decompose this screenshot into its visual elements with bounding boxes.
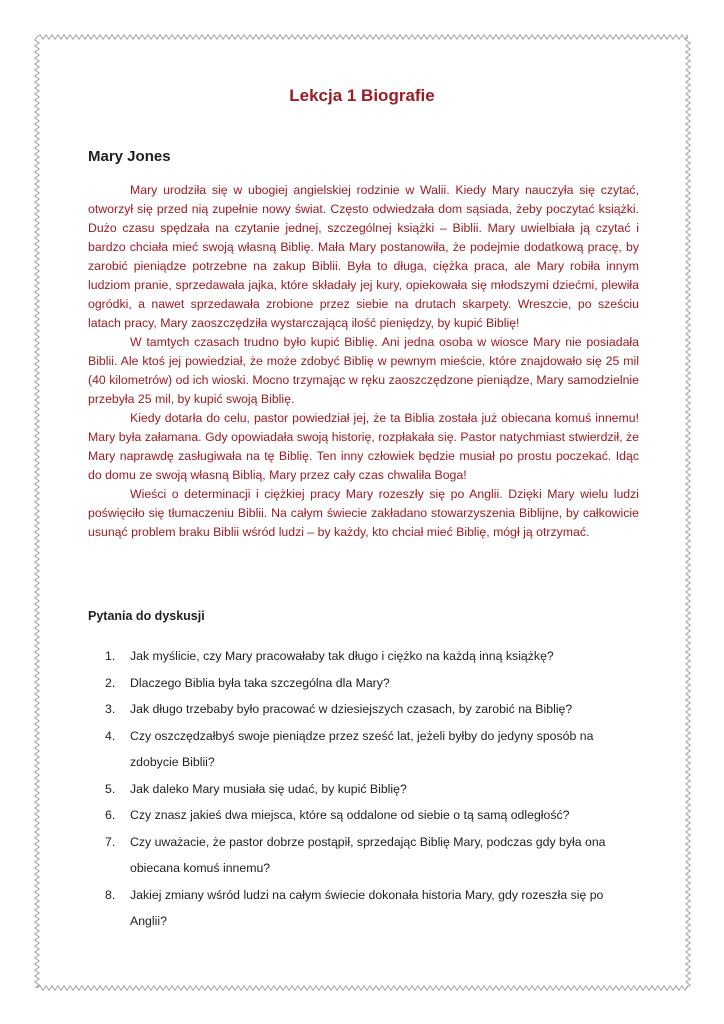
question-number: 7. [105,834,116,849]
story-paragraph: Kiedy dotarła do celu, pastor powiedział jej, że ta Biblia została już obiecana komuś innemu! Mary była załamana. Gdy opowiadała swoją historię, rozpłakała się. Pastor natychmiast stwierdził, że Mary naprawdę zasługiwała na tę Biblię. Ten inny człowiek będzie musiał po prostu poczekać. Idąc do domu ze swoją własną Biblią, Mary przez cały czas chwaliła Boga! [88,411,639,482]
story-text [88,181,639,542]
story-paragraph: Mary urodziła się w ubogiej angielskiej rodzinie w Walii. Kiedy Mary nauczyła się czytać, otworzył się przed nią zupełnie nowy świat. Często odwiedzała dom sąsiada, żeby poczytać książki. Dużo czasu spędzała na czytanie jednej, szczególnej książki – Biblii. Mary uwielbiała ją czytać i bardzo chciała mieć swoją własną Biblię. Mała Mary postanowiła, że podejmie dodatkową pracę, by zarobić pieniądze potrzebne na zakup Biblii. Była to długa, ciężka praca, ale Mary robiła innym ludziom pranie, sprzedawała jajka, które składały jej kury, opiekowała się młodszymi dziećmi, plewiła ogródki, a nawet sprzedawała zrobione przez siebie na drutach skarpety. Wreszcie, po sześciu latach pracy, Mary zaoszczędziła wystarczającą ilość pieniędzy, by kupić Biblię! [88,183,639,330]
question-text: Jakiej zmiany wśród ludzi na całym świecie dokonała historia Mary, gdy rozeszła się po Anglii? [130,887,604,928]
question-text: Jak myślicie, czy Mary pracowałaby tak długo i ciężko na każdą inną książkę? [130,649,554,663]
question-number: 2. [105,675,116,690]
page-title: Lekcja 1 Biografie [289,86,435,105]
question-text: Jak daleko Mary musiała się udać, by kupić Biblię? [130,781,407,796]
question-item [88,802,639,829]
question-text: Jak długo trzebaby było pracować w dziesiejszych czasach, by zarobić na Biblię? [130,702,573,716]
story-paragraph: W tamtych czasach trudno było kupić Biblię. Ani jedna osoba w wiosce Mary nie posiadała Biblii. Ale ktoś jej powiedział, że może zdobyć Biblię w pewnym mieście, które znajdowało się 25 mil (40 kilometrów) od ich wioski. Mocno trzymając w ręku zaoszczędzone pieniądze, Mary samodzielnie przebyła 25 mil, by kupić swoją Biblię. [88,335,639,406]
question-item [88,643,639,670]
question-item [88,723,639,776]
question-text: Czy znasz jakieś dwa miejsca, które są oddalone od siebie o tą samą odległość? [130,808,570,822]
question-text: Czy uważacie, że pastor dobrze postąpił, sprzedając Biblię Mary, podczas gdy była ona obiecana komuś innemu? [130,834,606,875]
question-number: 8. [105,887,116,902]
questions-heading: Pytania do dyskusji [88,609,205,623]
question-number: 3. [105,702,116,716]
question-text: Dlaczego Biblia była taka szczególna dla Mary? [130,675,390,690]
question-text: Czy oszczędzałbyś swoje pieniądze przez sześć lat, jeżeli byłby do jedyny sposób na zdobycie Biblii? [130,728,594,769]
question-number: 6. [105,808,116,822]
question-item [88,670,639,697]
question-number: 1. [105,649,116,663]
question-item [88,696,639,723]
section-heading: Mary Jones [88,148,171,165]
question-item [88,776,639,803]
question-number: 5. [105,781,116,796]
question-item [88,882,639,935]
questions-list [88,643,639,935]
question-item [88,829,639,882]
story-paragraph: Wieści o determinacji i ciężkiej pracy Mary rozeszły się po Anglii. Dzięki Mary wielu ludzi poświęciło się tłumaczeniu Biblii. Na całym świecie zakładano stowarzyszenia Biblijne, by całkowicie usunąć problem braku Biblii wśród ludzi – by każdy, kto chciał mieć Biblię, mógł ją otrzymać. [88,487,639,539]
question-number: 4. [105,728,116,743]
